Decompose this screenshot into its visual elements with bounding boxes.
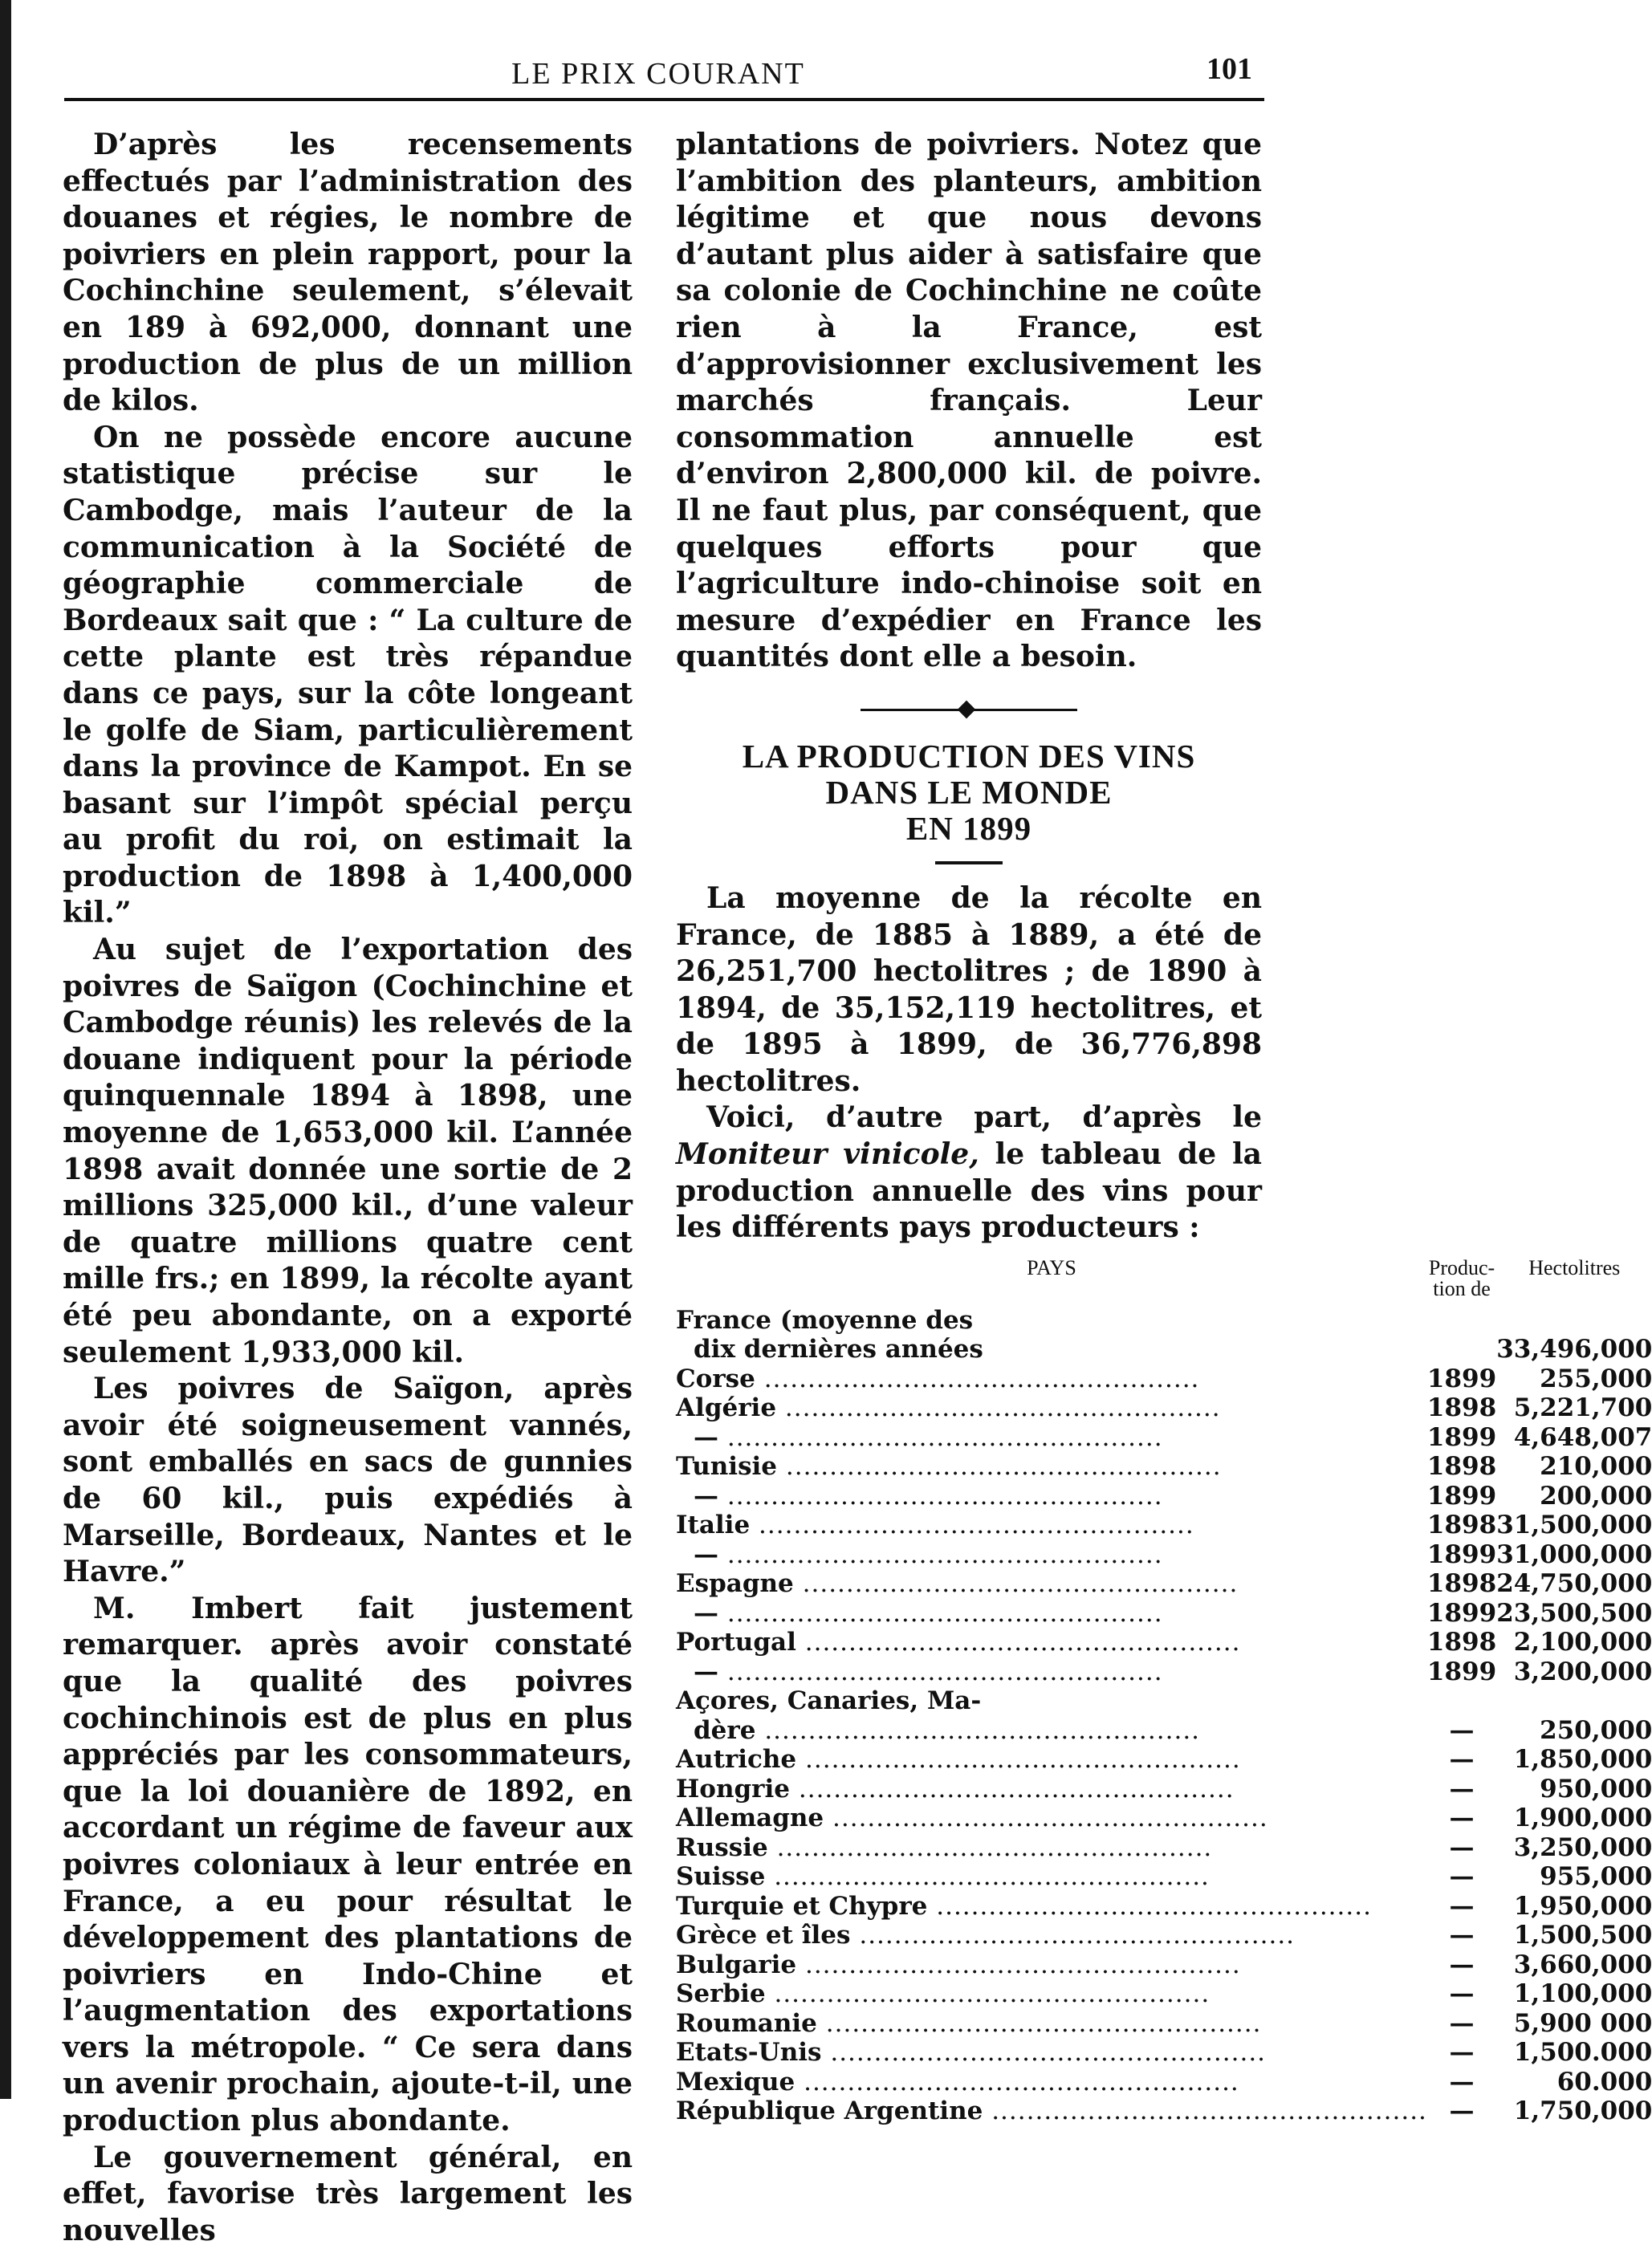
table-row xyxy=(676,1657,1652,1687)
country-cell xyxy=(676,1511,1427,1540)
country-name: Grèce et îles ..... xyxy=(676,1921,1427,1950)
table-row xyxy=(676,1511,1652,1540)
year-cell: — xyxy=(1449,1832,1475,1862)
table-row xyxy=(676,2009,1652,2039)
year-cell: 1899 xyxy=(1426,1598,1497,1628)
table-body xyxy=(676,1306,1652,2126)
year-cell: — xyxy=(1449,1804,1475,1833)
hectolitres-cell: 1,500.000 xyxy=(1513,2038,1652,2068)
hectolitres-cell: 5,221,700 xyxy=(1513,1393,1652,1423)
table-row xyxy=(676,1628,1652,1657)
paragraph xyxy=(676,1100,1262,1246)
table-row xyxy=(676,1393,1652,1423)
country-name: Suisse ..... xyxy=(676,1862,1427,1892)
year-cell xyxy=(1427,1335,1496,1364)
country-name: dix dernières années xyxy=(694,1335,983,1364)
country-name: — ..... xyxy=(676,1482,1427,1511)
year-cell: — xyxy=(1449,1745,1475,1775)
country-name: — ..... xyxy=(676,1657,1427,1687)
table-row xyxy=(676,1833,1652,1863)
country-name: Corse ..... xyxy=(676,1364,1427,1394)
hectolitres-cell: 1,950,000 xyxy=(1513,1891,1652,1921)
country-name: Serbie ..... xyxy=(676,1979,1427,2009)
table-row xyxy=(676,2096,1652,2126)
country-name: France (moyenne des xyxy=(676,1305,974,1335)
country-name: Espagne ..... xyxy=(676,1569,1427,1599)
country-cell xyxy=(676,1569,1427,1599)
hectolitres-cell: 1,750,000 xyxy=(1513,2096,1652,2126)
table-row xyxy=(676,1716,1652,1746)
table-row xyxy=(676,1335,1652,1364)
country-cell xyxy=(676,1364,1427,1394)
hectolitres-cell: 3,200,000 xyxy=(1513,1657,1652,1686)
page-number: 101 xyxy=(1206,52,1252,86)
country-name: Italie ..... xyxy=(676,1511,1427,1540)
wine-production-table xyxy=(676,1255,1652,2126)
year-cell: — xyxy=(1449,1891,1475,1921)
country-cell xyxy=(676,2038,1427,2068)
year-cell: 1899 xyxy=(1426,1364,1497,1393)
table-row xyxy=(676,1599,1652,1629)
year-cell: 1898 xyxy=(1426,1393,1497,1423)
country-cell xyxy=(676,1775,1427,1804)
section-title-line: LA PRODUCTION DES VINS xyxy=(742,737,1196,775)
country-cell xyxy=(676,2009,1427,2039)
right-column xyxy=(676,127,1652,2126)
table-row xyxy=(676,1686,1652,1716)
publication-title: Moniteur vinicole, xyxy=(676,1137,979,1172)
header-country: PAYS xyxy=(1027,1255,1076,1279)
hectolitres-cell: 1,500,500 xyxy=(1513,1921,1652,1950)
table-row xyxy=(676,1364,1652,1394)
year-cell: — xyxy=(1449,1921,1475,1950)
country-name: Hongrie ..... xyxy=(676,1775,1427,1804)
year-cell: — xyxy=(1449,2008,1475,2038)
table-row xyxy=(676,1452,1652,1482)
country-cell xyxy=(676,1686,1427,1716)
table-row xyxy=(676,1862,1652,1892)
table-row xyxy=(676,1921,1652,1950)
text-span: le tableau de la production annuelle des vins pour les différents pays producteurs : xyxy=(676,1137,1263,1245)
hectolitres-cell: 4,648,007 xyxy=(1513,1422,1652,1452)
country-name: Allemagne ..... xyxy=(676,1804,1427,1833)
table-row xyxy=(676,1569,1652,1599)
year-cell: 1899 xyxy=(1426,1657,1497,1686)
table-row xyxy=(676,1804,1652,1833)
hectolitres-cell: 23,500,500 xyxy=(1496,1598,1652,1628)
year-cell: 1898 xyxy=(1426,1452,1497,1482)
paragraph: Au sujet de l’exportation des poivres de Saïgon (Cochinchine et Cambodge réunis) les relevés de la douane indiquent pour la période quinquennale 1894 à 1898, une moyenne de 1,653,000 kil. L’année 1898 avait donnée une sortie de 2 millions 325,000 kil., d’une valeur de quatre millions quatre cent mille frs.; en 1899, la récolte ayant été peu abondante, on a exporté seulement 1,933,000 kil. xyxy=(63,933,633,1369)
paragraph: Le gouvernement général, en effet, favorise très largement les nouvelles xyxy=(63,2140,633,2247)
hectolitres-cell xyxy=(1496,1306,1652,1336)
table-header-row xyxy=(676,1258,1652,1306)
country-name: Etats-Unis ..... xyxy=(676,2038,1427,2068)
hectolitres-cell: 24,750,000 xyxy=(1496,1569,1652,1599)
country-name: Russie ..... xyxy=(676,1833,1427,1863)
section-title-line: EN 1899 xyxy=(905,809,1032,847)
country-name: République Argentine ..... xyxy=(676,2096,1427,2126)
year-cell: — xyxy=(1449,2038,1475,2068)
table-row xyxy=(676,1482,1652,1511)
section-title-line: DANS LE MONDE xyxy=(825,773,1113,811)
hectolitres-cell: 5,900 000 xyxy=(1513,2008,1652,2038)
header-year-line: tion de xyxy=(1433,1276,1491,1300)
country-cell xyxy=(676,1950,1427,1980)
country-name: Bulgarie ..... xyxy=(676,1950,1427,1980)
year-cell: — xyxy=(1449,1774,1475,1804)
year-cell: 1899 xyxy=(1426,1539,1497,1569)
country-cell xyxy=(676,1393,1427,1423)
title-rule xyxy=(935,861,1003,864)
hectolitres-cell: 1,100,000 xyxy=(1513,1979,1652,2009)
country-name: — ..... xyxy=(676,1423,1427,1453)
hectolitres-cell: 950,000 xyxy=(1540,1774,1652,1804)
country-cell xyxy=(676,1716,1427,1746)
country-cell xyxy=(676,1921,1427,1950)
table-row xyxy=(676,1979,1652,2009)
country-cell xyxy=(676,1540,1427,1570)
table-row xyxy=(676,1892,1652,1922)
country-name: Turquie et Chypre ..... xyxy=(676,1892,1427,1922)
country-name: Portugal ..... xyxy=(676,1628,1427,1657)
section-ornament xyxy=(861,700,1077,719)
year-cell: — xyxy=(1449,1715,1475,1745)
paragraph: Les poivres de Saïgon, après avoir été soigneusement vannés, sont emballés en sacs de gunnies de 60 kil., puis expédiés à Marseille, Bordeaux, Nantes et le Havre.” xyxy=(63,1372,633,1589)
country-cell xyxy=(676,2068,1427,2097)
year-cell xyxy=(1427,1686,1496,1716)
table-row xyxy=(676,2038,1652,2068)
continued-paragraph: plantations de poivriers. Notez que l’ambition des planteurs, ambition légitime et que nous devons d’autant plus aider à satisfaire que sa colonie de Cochinchine ne coûte rien à la France, est d’approvisionner exclusivement les marchés français. Leur consommation annuelle est d’environ 2,800,000 kil. de poivre. Il ne faut plus, par conséquent, que quelques efforts pour que l’agriculture indo-chinoise soit en mesure d’expédier en France les quantités dont elle a besoin. xyxy=(676,128,1262,674)
year-cell: 1899 xyxy=(1426,1481,1497,1511)
table-row xyxy=(676,1540,1652,1570)
ornament-diamond-icon xyxy=(958,701,976,719)
year-cell: — xyxy=(1449,2096,1475,2126)
year-cell: — xyxy=(1449,2067,1475,2096)
hectolitres-cell: 2,100,000 xyxy=(1513,1628,1652,1657)
hectolitres-cell: 33,496,000 xyxy=(1496,1335,1652,1364)
year-cell: — xyxy=(1449,1862,1475,1892)
country-cell xyxy=(676,1979,1427,2009)
country-cell xyxy=(676,1628,1427,1657)
country-cell xyxy=(676,1862,1427,1892)
country-cell xyxy=(676,1892,1427,1922)
hectolitres-cell: 255,000 xyxy=(1540,1364,1652,1393)
country-name: — ..... xyxy=(676,1540,1427,1570)
hectolitres-cell: 955,000 xyxy=(1540,1862,1652,1892)
country-cell xyxy=(676,1423,1427,1453)
hectolitres-cell: 3,250,000 xyxy=(1513,1832,1652,1862)
table-row xyxy=(676,1775,1652,1804)
country-cell xyxy=(676,2096,1427,2126)
hectolitres-cell: 210,000 xyxy=(1540,1452,1652,1482)
country-name: Açores, Canaries, Ma- xyxy=(676,1686,982,1716)
header-rule xyxy=(64,98,1264,101)
running-title: LE PRIX COURANT xyxy=(511,57,805,91)
country-cell xyxy=(676,1335,1427,1364)
country-cell xyxy=(676,1306,1427,1336)
hectolitres-cell: 60.000 xyxy=(1556,2067,1652,2096)
country-name: Algérie ..... xyxy=(676,1393,1427,1423)
year-cell: — xyxy=(1449,1950,1475,1979)
country-cell xyxy=(676,1745,1427,1775)
header-year-line: Produc- xyxy=(1428,1255,1495,1279)
hectolitres-cell: 1,900,000 xyxy=(1513,1804,1652,1833)
scan-edge xyxy=(0,0,11,2099)
hectolitres-cell: 31,000,000 xyxy=(1496,1539,1652,1569)
country-name: Roumanie ..... xyxy=(676,2009,1427,2039)
year-cell: 1898 xyxy=(1426,1511,1497,1540)
country-cell xyxy=(676,1833,1427,1863)
intro-paragraph: La moyenne de la récolte en France, de 1885 à 1889, a été de 26,251,700 hectolitres ; de 1890 à 1894, de 35,152,119 hectolitres, et de 1895 à 1899, de 36,776,898 hectolitres. xyxy=(676,880,1262,1098)
table-row xyxy=(676,1306,1652,1336)
text-span: Voici, d’autre part, d’après le xyxy=(706,1100,1262,1135)
table-row xyxy=(676,1423,1652,1453)
hectolitres-cell: 1,850,000 xyxy=(1513,1745,1652,1775)
country-name: Tunisie ..... xyxy=(676,1452,1427,1482)
table-row xyxy=(676,2068,1652,2097)
country-name: Mexique ..... xyxy=(676,2068,1427,2097)
country-cell xyxy=(676,1452,1427,1482)
hectolitres-cell: 200,000 xyxy=(1540,1481,1652,1511)
year-cell: 1899 xyxy=(1426,1422,1497,1452)
table-row xyxy=(676,1745,1652,1775)
section-title xyxy=(676,738,1262,847)
country-cell xyxy=(676,1482,1427,1511)
paragraph: D’après les recensements effectués par l’administration des douanes et régies, le nombre de poivriers en plein rapport, pour la Cochinchine seulement, s’élevait en 189 à 692,000, donnant une production de plus de un million de kilos. xyxy=(63,128,633,418)
country-cell xyxy=(676,1657,1427,1687)
hectolitres-cell: 31,500,000 xyxy=(1496,1511,1652,1540)
country-cell xyxy=(676,1599,1427,1629)
left-column xyxy=(63,127,633,2249)
year-cell: 1898 xyxy=(1426,1569,1497,1599)
header-hectolitres: Hectolitres xyxy=(1528,1255,1621,1279)
hectolitres-cell xyxy=(1496,1686,1652,1716)
hectolitres-cell: 3,660,000 xyxy=(1513,1950,1652,1979)
paragraph: M. Imbert fait justement remarquer. après avoir constaté que la qualité des poivres cochinchinois est de plus en plus appréciés par les consommateurs, que la loi douanière de 1892, en accordant un régime de faveur aux poivres coloniaux à leur entrée en France, a eu pour résultat le développement des plantations de poivriers en Indo-Chine et l’augmentation des exportations vers la métropole. “ Ce sera dans un avenir prochain, ajoute-t-il, une production plus abondante. xyxy=(63,1591,633,2138)
country-name: Autriche ..... xyxy=(676,1745,1427,1775)
hectolitres-cell: 250,000 xyxy=(1540,1715,1652,1745)
paragraph: On ne possède encore aucune statistique précise sur le Cambodge, mais l’auteur de la communication à la Société de géographie commerciale de Bordeaux sait que : “ La culture de cette plante est très répandue dans ce pays, sur la côte longeant le golfe de Siam, particulièrement dans la province de Kampot. En se basant sur l’impôt spécial perçu au profit du roi, on estimait la production de 1898 à 1,400,000 kil.” xyxy=(63,420,633,930)
country-cell xyxy=(676,1804,1427,1833)
table-row xyxy=(676,1950,1652,1980)
page-header xyxy=(64,48,1252,96)
year-cell: — xyxy=(1449,1979,1475,2009)
header-year xyxy=(1427,1255,1496,1306)
country-name: — ..... xyxy=(676,1599,1427,1629)
country-name: dère ..... xyxy=(676,1716,1427,1746)
year-cell: 1898 xyxy=(1426,1628,1497,1657)
year-cell xyxy=(1427,1306,1496,1336)
